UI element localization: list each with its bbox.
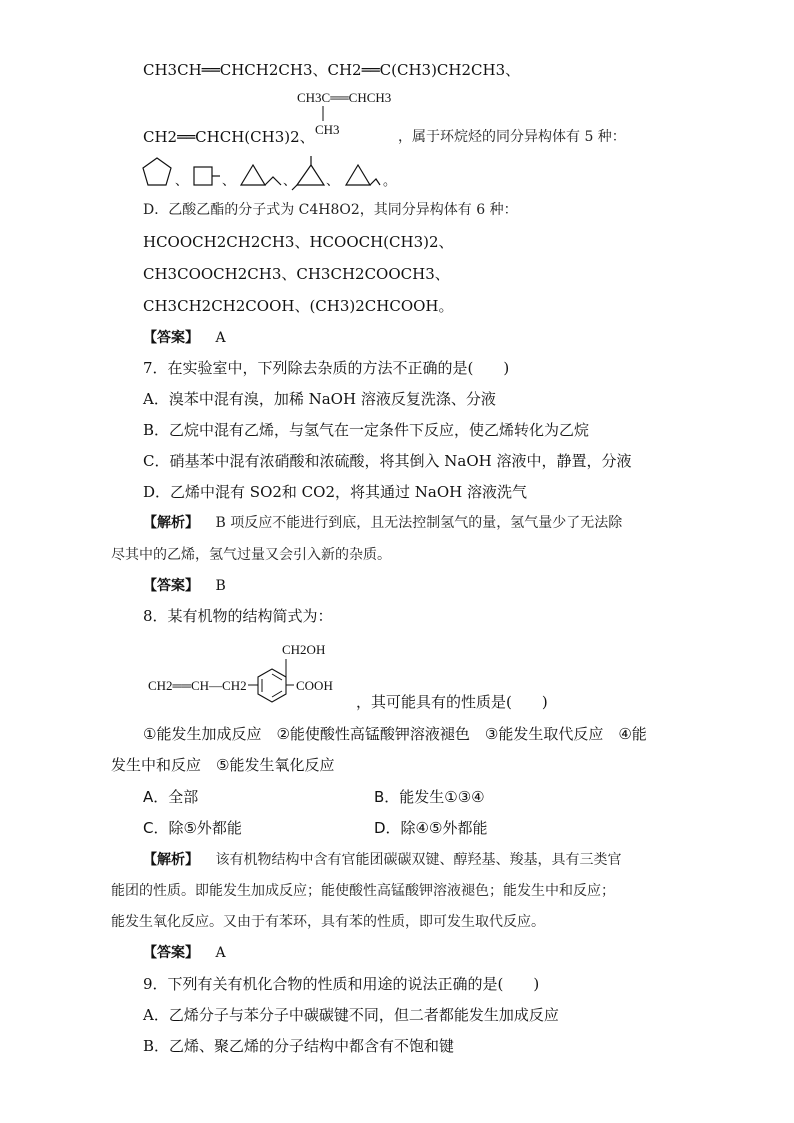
ester-line-3: CH3CH2CH2COOH、(CH3)2CHCOOH。	[143, 297, 454, 315]
q8-option-b: B．能发生①③④	[374, 788, 485, 806]
q8-option-a: A．全部	[143, 788, 199, 806]
ring-separator: 、	[175, 173, 189, 188]
dimethylcyclopropane-gem	[297, 165, 324, 185]
q9-stem: 9．下列有关有机化合物的性质和用途的说法正确的是( )	[143, 975, 540, 993]
q8-analysis-line-3: 能发生氧化反应。又由于有苯环，具有苯的性质，即可发生取代反应。	[111, 914, 545, 930]
q7-analysis-line-2: 尽其中的乙烯，氢气过量又会引入新的杂质。	[111, 547, 391, 563]
q9-option-a: A．乙烯分子与苯分子中碳碳键不同，但二者都能发生加成反应	[143, 1006, 559, 1024]
cycloalkane-rings	[140, 155, 400, 191]
answer-label: 【答案】	[143, 330, 199, 346]
q7-option-b: B．乙烷中混有乙烯，与氢气在一定条件下反应，使乙烯转化为乙烷	[143, 421, 590, 439]
q8-after-structure: ，其可能具有的性质是( )	[356, 693, 548, 711]
ester-line-1: HCOOCH2CH2CH3、HCOOCH(CH3)2、	[143, 233, 454, 251]
q8-analysis-line-1: 该有机物结构中含有官能团碳碳双键、醇羟基、羧基，具有三类官	[215, 852, 622, 868]
q8-answer-row	[143, 943, 226, 963]
q7-analysis-row	[143, 513, 622, 533]
q7-option-d: D．乙烯中混有 SO2和 CO2，将其通过 NaOH 溶液洗气	[143, 483, 527, 501]
q8-analysis-line-2: 能团的性质。即能发生加成反应；能使酸性高锰酸钾溶液褪色；能发生中和反应；	[111, 883, 615, 899]
q7-option-c: C．硝基苯中混有浓硝酸和浓硫酸，将其倒入 NaOH 溶液中，静置，分液	[143, 452, 632, 470]
methylcyclobutane-ring	[194, 167, 212, 185]
ring-separator: 、	[326, 173, 340, 188]
ring-separator: 、	[222, 173, 236, 188]
analysis-label: 【解析】	[143, 515, 199, 531]
isomer-line-2	[143, 127, 315, 147]
struct-ch2oh: CH2OH	[282, 642, 326, 657]
q8-properties-line-2: 发生中和反应 ⑤能发生氧化反应	[111, 756, 335, 774]
q8-answer-value: A	[215, 945, 226, 961]
analysis-label: 【解析】	[143, 852, 199, 868]
q8-structural-formula	[148, 637, 358, 707]
cyclopentane-ring	[143, 158, 171, 185]
q6-answer-value: A	[215, 330, 226, 346]
rings-period: 。	[383, 173, 397, 188]
answer-label: 【答案】	[143, 578, 199, 594]
option-d-text: D．乙酸乙酯的分子式为 C4H8O2，其同分异构体有 6 种：	[143, 202, 518, 218]
q8-option-c: C．除⑤外都能	[143, 819, 242, 837]
dimethylcyclopropane-vic	[346, 165, 370, 185]
ester-line-2: CH3COOCH2CH3、CH3CH2COOCH3、	[143, 265, 450, 283]
q7-answer-value: B	[215, 578, 226, 594]
struct-left-chain: CH2══CH—CH2	[148, 678, 247, 693]
branch-top-formula: CH3C══CHCH3	[297, 90, 392, 105]
q8-stem: 8．某有机物的结构简式为：	[143, 607, 333, 625]
q8-analysis-row	[143, 850, 621, 870]
q7-option-a: A．溴苯中混有溴，加稀 NaOH 溶液反复洗涤、分液	[143, 390, 496, 408]
q8-option-d: D．除④⑤外都能	[374, 819, 488, 837]
isomer-line-2-prefix: CH2══CHCH(CH3)2、	[143, 128, 315, 146]
q8-properties-line-1: ①能发生加成反应 ②能使酸性高锰酸钾溶液褪色 ③能发生取代反应 ④能	[143, 725, 647, 743]
isomer-line-2-suffix: ，属于环烷烃的同分异构体有 5 种：	[398, 129, 626, 145]
q7-stem: 7．在实验室中，下列除去杂质的方法不正确的是( )	[143, 359, 510, 377]
q9-option-b: B．乙烯、聚乙烯的分子结构中都含有不饱和键	[143, 1037, 455, 1055]
ring-separator: 、	[283, 173, 297, 188]
branch-bottom-formula: CH3	[315, 122, 340, 137]
answer-label: 【答案】	[143, 945, 199, 961]
isomer-line-1: CH3CH══CHCH2CH3、CH2══C(CH3)CH2CH3、	[143, 61, 521, 79]
struct-cooh: COOH	[296, 678, 333, 693]
q7-answer-row	[143, 576, 226, 596]
ethylcyclopropane-ring	[241, 165, 265, 185]
q6-answer-row	[143, 328, 226, 348]
q7-analysis-line-1: B 项反应不能进行到底，且无法控制氢气的量，氢气量少了无法除	[215, 515, 623, 531]
